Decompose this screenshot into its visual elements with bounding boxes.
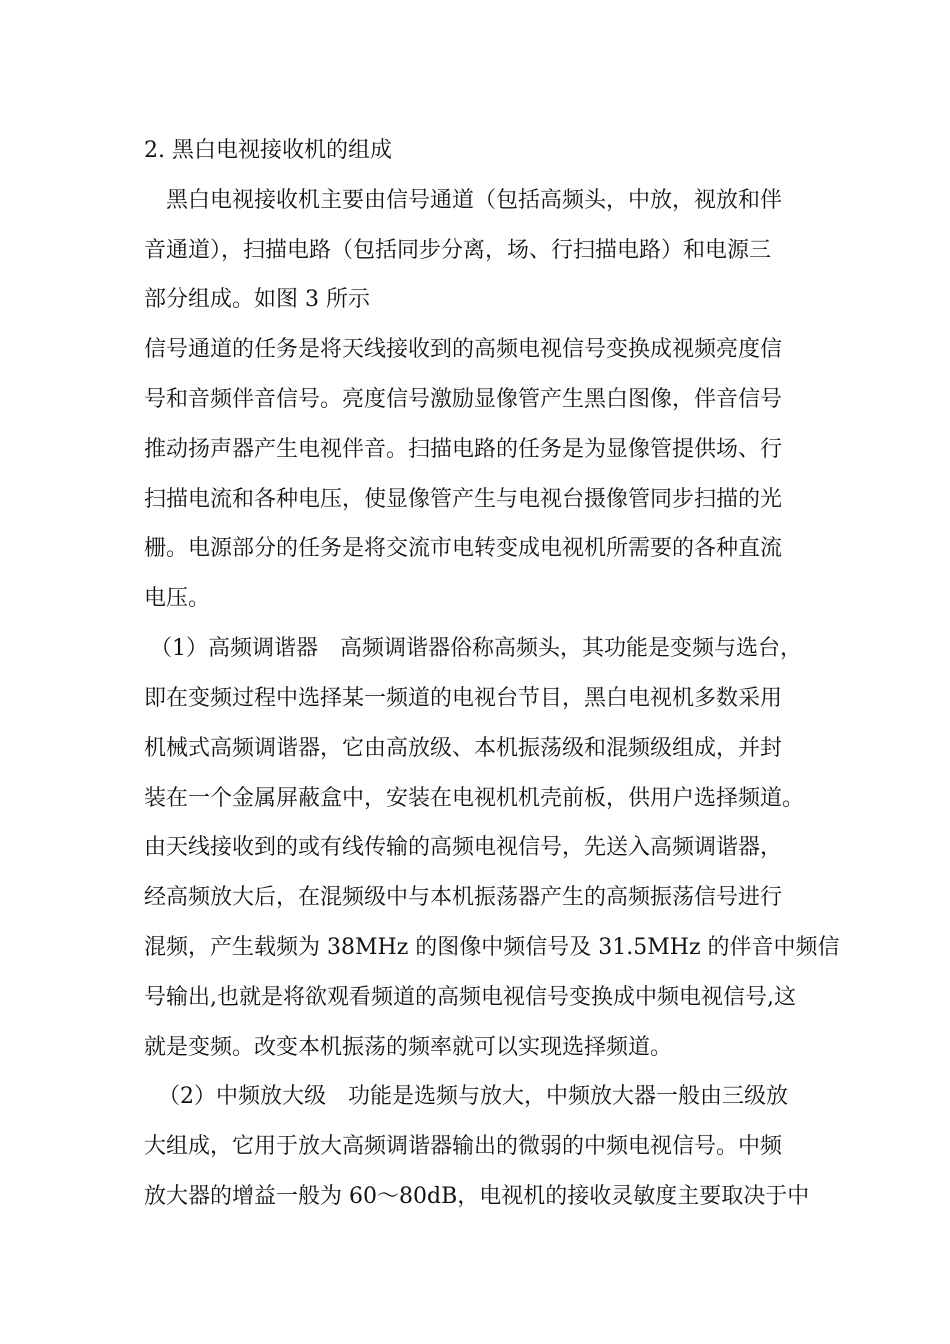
paragraph-line: 由天线接收到的或有线传输的高频电视信号，先送入高频调谐器， <box>144 835 783 860</box>
paragraph-line: 机械式高频调谐器，它由高放级、本机振荡级和混频级组成，并封 <box>144 736 783 761</box>
paragraph-line: 放大器的增益一般为 60～80dB，电视机的接收灵敏度主要取决于中 <box>144 1184 810 1209</box>
paragraph-line: （1）高频调谐器 高频调谐器俗称高频头，其功能是变频与选台， <box>150 636 802 661</box>
paragraph-line: 栅。电源部分的任务是将交流市电转变成电视机所需要的各种直流 <box>144 536 783 561</box>
paragraph-line: 电压。 <box>144 586 211 611</box>
paragraph-line: 号输出,也就是将欲观看频道的高频电视信号变换成中频电视信号,这 <box>144 985 796 1010</box>
paragraph-line: 混频，产生载频为 38MHz 的图像中频信号及 31.5MHz 的伴音中频信 <box>144 935 840 960</box>
paragraph-line: 扫描电流和各种电压，使显像管产生与电视台摄像管同步扫描的光 <box>144 487 783 512</box>
paragraph-line: 音通道），扫描电路（包括同步分离，场、行扫描电路）和电源三 <box>144 238 772 263</box>
paragraph-line: （2）中频放大级 功能是选频与放大，中频放大器一般由三级放 <box>158 1084 788 1109</box>
paragraph-line: 即在变频过程中选择某一频道的电视台节目，黑白电视机多数采用 <box>144 686 783 711</box>
paragraph-line: 经高频放大后，在混频级中与本机振荡器产生的高频振荡信号进行 <box>144 885 783 910</box>
paragraph-line: 信号通道的任务是将天线接收到的高频电视信号变换成视频亮度信 <box>144 337 783 362</box>
section-heading: 2. 黑白电视接收机的组成 <box>144 138 392 163</box>
paragraph-line: 大组成，它用于放大高频调谐器输出的微弱的中频电视信号。中频 <box>144 1134 783 1159</box>
paragraph-line: 就是变频。改变本机振荡的频率就可以实现选择频道。 <box>144 1035 673 1060</box>
paragraph-line: 装在一个金属屏蔽盒中，安装在电视机机壳前板，供用户选择频道。 <box>144 786 805 811</box>
paragraph-line: 部分组成。如图 3 所示 <box>144 287 370 312</box>
paragraph-line: 黑白电视接收机主要由信号通道（包括高频头，中放，视放和伴 <box>166 188 783 213</box>
paragraph-line: 推动扬声器产生电视伴音。扫描电路的任务是为显像管提供场、行 <box>144 437 783 462</box>
paragraph-line: 号和音频伴音信号。亮度信号激励显像管产生黑白图像，伴音信号 <box>144 387 783 412</box>
